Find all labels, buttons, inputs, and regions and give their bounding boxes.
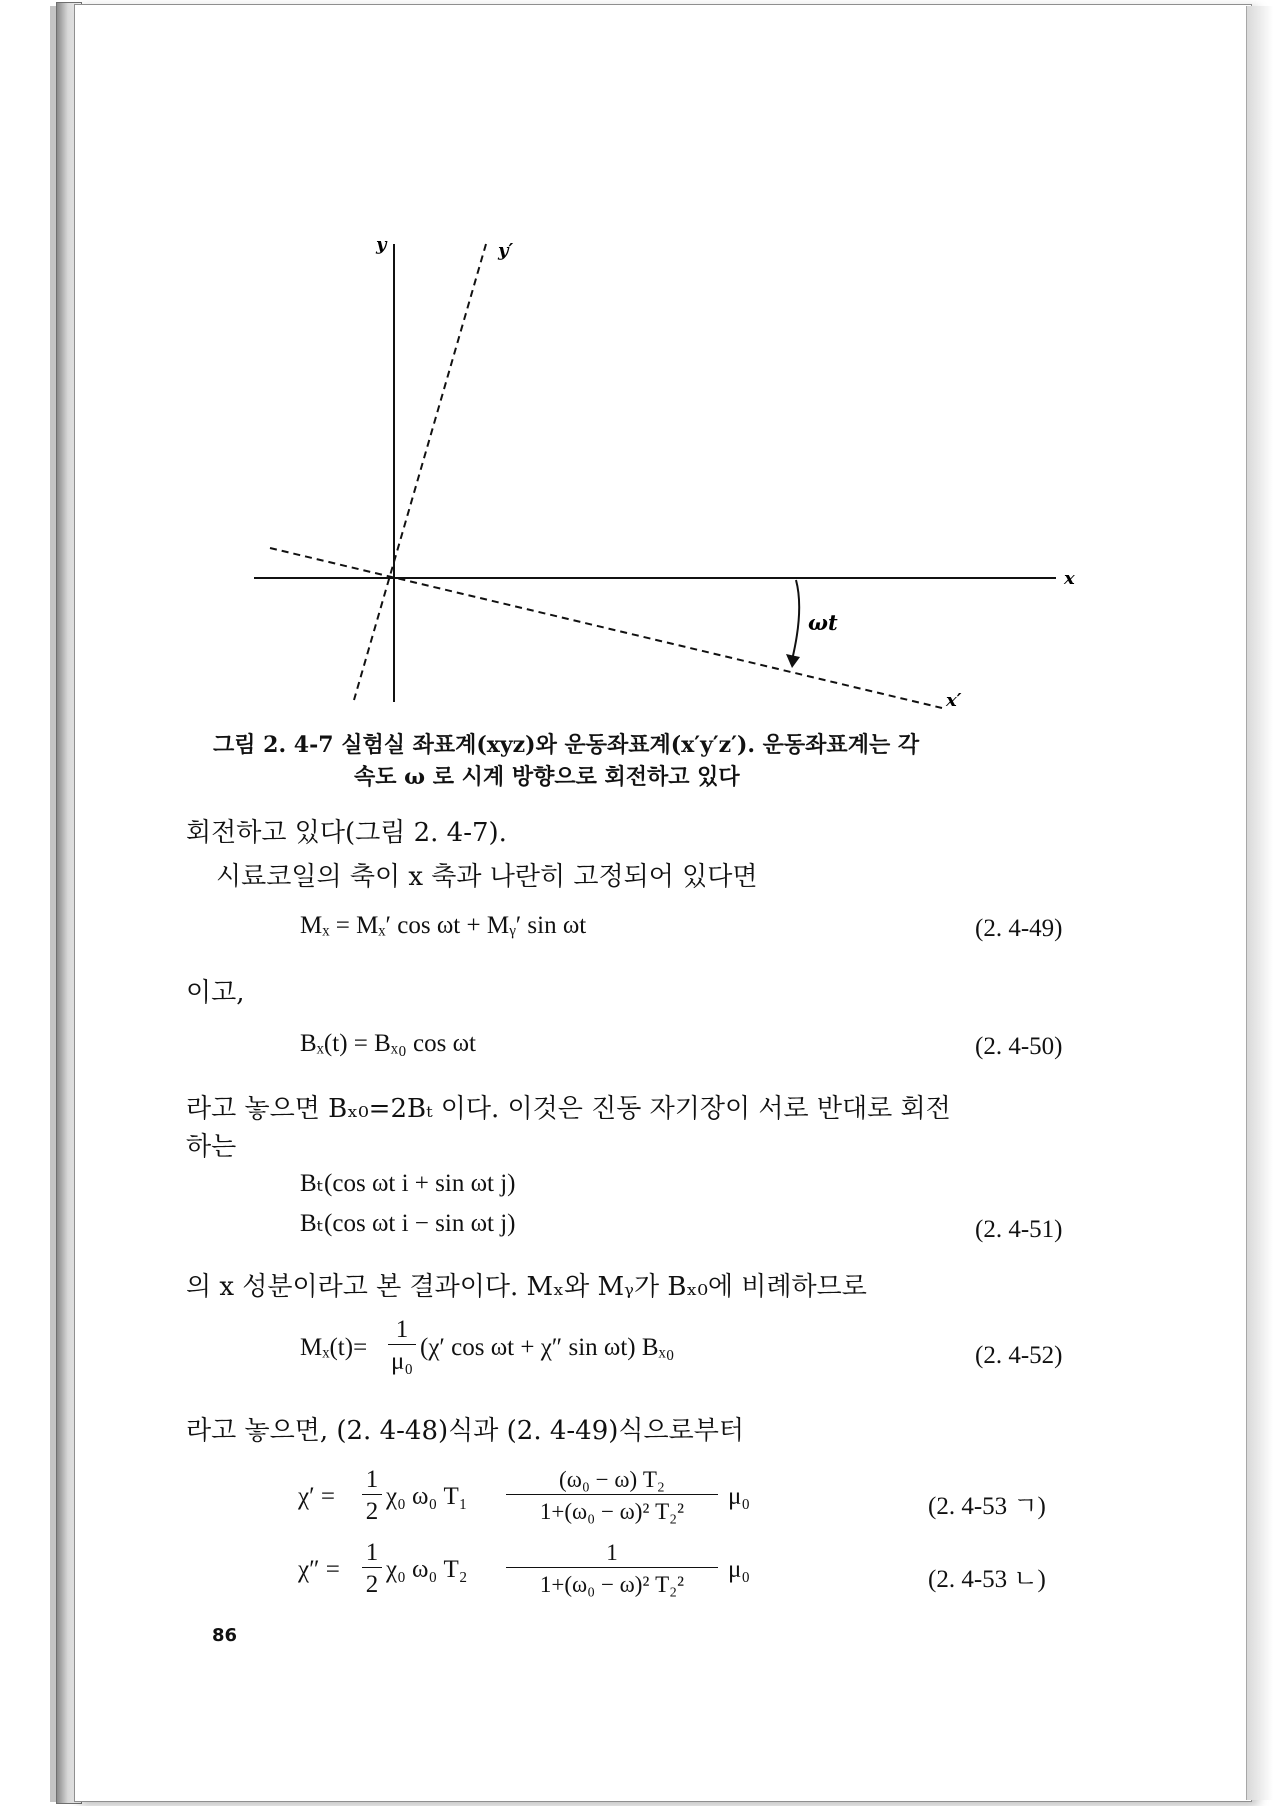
rotation-arrow <box>792 580 799 660</box>
equation-53b-lhs: χ″ = <box>298 1556 340 1583</box>
equation-53a-mu0: μ₀ <box>728 1483 751 1510</box>
x-prime-axis <box>270 548 942 708</box>
equation-53a-number: (2. 4-53 ㄱ) <box>928 1493 1046 1520</box>
equation-51b: Bₜ(cos ωt i − sin ωt j) <box>300 1210 516 1237</box>
figure-caption-line1: 그림 2. 4-7 실험실 좌표계(xyz)와 운동좌표계(x′y′z′). 운동좌표계는 각 <box>213 732 920 758</box>
rotating-frame-figure <box>240 230 1100 710</box>
equation-53b-mu0: μ₀ <box>728 1556 751 1583</box>
paragraph-3: 이고, <box>186 978 245 1008</box>
figure-caption-line2: 속도 ω 로 시계 방향으로 회전하고 있다 <box>354 764 740 790</box>
y-axis-label: y <box>376 234 387 255</box>
y-prime-axis <box>354 244 486 700</box>
equation-53a-half-denominator: 2 <box>365 1498 379 1525</box>
x-prime-axis-label: x′ <box>946 690 962 710</box>
equation-52-fraction-numerator: 1 <box>388 1316 416 1345</box>
equation-53a-lhs: χ′ = <box>298 1483 335 1510</box>
page-right-edge <box>1246 6 1273 1800</box>
equation-52-fraction-denominator: μ₀ <box>390 1348 414 1375</box>
equation-53b-half-numerator: 1 <box>362 1539 382 1568</box>
equation-53b-half-denominator: 2 <box>365 1571 379 1598</box>
equation-49-number: (2. 4-49) <box>975 915 1063 942</box>
angle-label: ωt <box>808 610 838 635</box>
paragraph-1: 회전하고 있다(그림 2. 4-7). <box>186 818 507 848</box>
paragraph-2: 시료코일의 축이 x 축과 나란히 고정되어 있다면 <box>216 862 758 892</box>
y-prime-axis-label: y′ <box>498 240 514 261</box>
paragraph-4-line2: 하는 <box>186 1132 237 1162</box>
equation-52-number: (2. 4-52) <box>975 1342 1063 1369</box>
equation-50: Bₓ(t) = Bₓ₀ cos ωt <box>300 1030 476 1057</box>
equation-53a-fraction-numerator: (ω₀ − ω) T₂ <box>506 1466 718 1495</box>
paragraph-4-line1: 라고 놓으면 Bₓ₀=2Bₜ 이다. 이것은 진동 자기장이 서로 반대로 회전 <box>186 1094 951 1124</box>
equation-52-rhs: (χ′ cos ωt + χ″ sin ωt) Bₓ₀ <box>420 1334 675 1361</box>
rotation-arrowhead <box>786 654 800 668</box>
equation-51a: Bₜ(cos ωt i + sin ωt j) <box>300 1170 516 1197</box>
equation-51-number: (2. 4-51) <box>975 1216 1063 1243</box>
equation-53b-coefficient: χ₀ ω₀ T₂ <box>386 1556 468 1583</box>
equation-49: Mₓ = Mₓ′ cos ωt + Mᵧ′ sin ωt <box>300 912 587 939</box>
page-number: 86 <box>212 1625 238 1646</box>
equation-53b-fraction-numerator: 1 <box>506 1539 718 1568</box>
equation-53a-fraction-denominator: 1+(ω₀ − ω)² T₂² <box>539 1499 685 1524</box>
equation-53b-number: (2. 4-53 ㄴ) <box>928 1566 1046 1593</box>
x-axis-label: x <box>1064 568 1075 589</box>
equation-52-lhs: Mₓ(t)= <box>300 1334 368 1361</box>
equation-53a-coefficient: χ₀ ω₀ T₁ <box>386 1483 468 1510</box>
equation-53b-fraction-denominator: 1+(ω₀ − ω)² T₂² <box>539 1572 685 1597</box>
paragraph-5: 의 x 성분이라고 본 결과이다. Mₓ와 Mᵧ가 Bₓ₀에 비례하므로 <box>186 1272 867 1302</box>
equation-50-number: (2. 4-50) <box>975 1033 1063 1060</box>
paragraph-6: 라고 놓으면, (2. 4-48)식과 (2. 4-49)식으로부터 <box>186 1416 744 1446</box>
equation-53a-half-numerator: 1 <box>362 1466 382 1495</box>
